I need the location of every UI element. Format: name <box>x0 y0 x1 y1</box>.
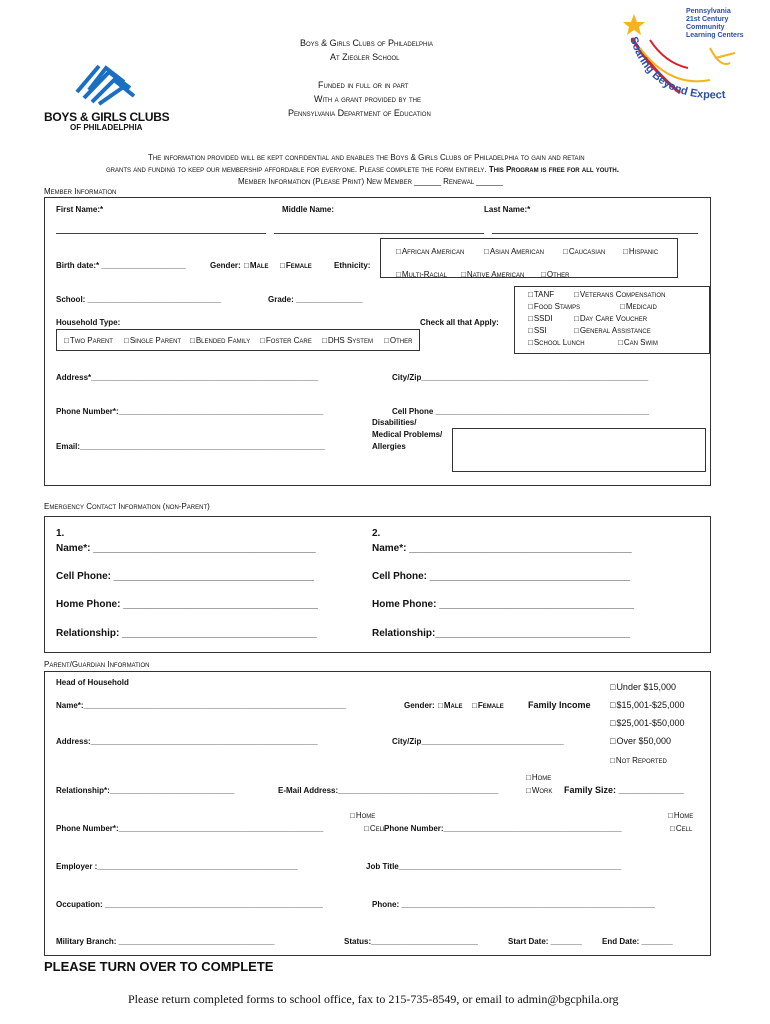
pa-logo-line4: Learning Centers <box>686 32 744 39</box>
pa-logo-line1: Pennsylvania <box>686 8 731 15</box>
intro-line1: The information provided will be kept confidential and enables the Boys & Girls Clubs of Philadelphia to gain and retain <box>148 153 585 162</box>
household-type-label: Household Type: <box>56 318 121 327</box>
funded-line3: Pennsylvania Department of Education <box>288 108 431 118</box>
eth-african-american[interactable]: □ African American <box>396 247 464 256</box>
emergency-num-1: 1. <box>56 528 65 539</box>
parent-phone-other-field[interactable]: Phone: _________________________________________________________ <box>372 900 655 909</box>
parent-city-zip-field[interactable]: City/Zip________________________________ <box>392 737 564 746</box>
turn-over-notice: PLEASE TURN OVER TO COMPLETE <box>44 959 274 974</box>
emergency-cell-1[interactable]: Cell Phone: ____________________________________ <box>56 571 314 582</box>
disabilities-label-3: Allergies <box>372 442 406 451</box>
parent-address-field[interactable]: Address:___________________________________________________ <box>56 737 318 746</box>
cell-phone-field[interactable]: Cell Phone ________________________________________________ <box>392 407 650 416</box>
middle-name-label: Middle Name: <box>282 205 335 214</box>
title-line2: At Ziegler School <box>330 52 400 62</box>
eth-hispanic[interactable]: □ Hispanic <box>623 247 658 256</box>
phone1-cell-checkbox[interactable]: □ Cell <box>364 824 386 833</box>
assist-ssdi[interactable]: □ SSDI <box>528 314 553 323</box>
disabilities-label-1: Disabilities/ <box>372 418 417 427</box>
income-not-reported-clip <box>610 754 706 764</box>
check-all-label: Check all that Apply: <box>420 318 499 327</box>
end-date-field[interactable]: End Date: _______ <box>602 937 673 946</box>
income-not-reported[interactable]: □ Not Reported <box>610 756 667 764</box>
parent-male-checkbox[interactable]: □ Male <box>438 701 463 710</box>
income-over-50000[interactable]: □ Over $50,000 <box>610 736 671 746</box>
address-field[interactable]: Address*___________________________________________________ <box>56 373 319 382</box>
email-home-checkbox[interactable]: □ Home <box>526 773 551 782</box>
name-underline-1[interactable] <box>56 233 266 234</box>
assist-food-stamps[interactable]: □ Food Stamps <box>528 302 580 311</box>
funded-line1: Funded in full or in part <box>318 80 409 90</box>
phone2-cell-checkbox[interactable]: □ Cell <box>670 824 692 833</box>
income-25001-50000[interactable]: □ $25,001-$50,000 <box>610 718 685 728</box>
parent-box <box>44 671 711 956</box>
gender-label: Gender: <box>210 261 241 270</box>
email-work-checkbox[interactable]: □ Work <box>526 786 552 795</box>
email-field[interactable]: Email:_______________________________________________________ <box>56 442 325 451</box>
pa-21st-century-logo <box>610 8 755 118</box>
eth-other[interactable]: □ Other <box>541 270 569 277</box>
disabilities-box[interactable] <box>452 428 706 472</box>
phone1-home-checkbox[interactable]: □ Home <box>350 811 375 820</box>
grade-field[interactable]: Grade: _______________ <box>268 295 363 304</box>
income-15001-25000[interactable]: □ $15,001-$25,000 <box>610 700 685 710</box>
male-checkbox[interactable]: □ Male <box>244 261 269 270</box>
member-section-label: Member Information <box>44 187 117 196</box>
hh-dhs-system[interactable]: □ DHS System <box>322 336 373 345</box>
assist-veterans[interactable]: □ Veterans Compensation <box>574 290 665 299</box>
phone2-home-checkbox[interactable]: □ Home <box>668 811 693 820</box>
hh-single-parent[interactable]: □ Single Parent <box>124 336 181 345</box>
emergency-rel-1[interactable]: Relationship: ___________________________________ <box>56 628 317 639</box>
logo-name: BOYS & GIRLS CLUBS <box>44 110 170 124</box>
eth-row2-clip <box>381 268 677 277</box>
emergency-home-1[interactable]: Home Phone: ___________________________________ <box>56 599 318 610</box>
title-line1: Boys & Girls Clubs of Philadelphia <box>300 38 434 48</box>
intro-line2-a: grants and funding to keep our membership affordable for everyone. Please complete the form entirely. <box>106 165 487 174</box>
assist-medicaid[interactable]: □ Medicaid <box>620 302 657 311</box>
female-checkbox[interactable]: □ Female <box>280 261 312 270</box>
assist-ssi[interactable]: □ SSI <box>528 326 547 335</box>
intro-line3: Member Information (Please Print) New Member ______ Renewal ______ <box>238 177 503 186</box>
hh-foster-care[interactable]: □ Foster Care <box>260 336 312 345</box>
occupation-field[interactable]: Occupation: _________________________________________________ <box>56 900 323 909</box>
assist-tanf[interactable]: □ TANF <box>528 290 554 299</box>
emergency-section-label: Emergency Contact Information (non-Parent) <box>44 502 210 511</box>
school-field[interactable]: School: ______________________________ <box>56 295 222 304</box>
intro-line2-b: This Program is free for all youth. <box>488 165 619 174</box>
assist-day-care[interactable]: □ Day Care Voucher <box>574 314 647 323</box>
pa-logo-line2: 21st Century <box>686 16 729 23</box>
city-zip-field[interactable]: City/Zip___________________________________________________ <box>392 373 649 382</box>
parent-female-checkbox[interactable]: □ Female <box>472 701 504 710</box>
intro-line2 <box>106 165 619 174</box>
logo-sub: OF PHILADELPHIA <box>70 123 143 132</box>
ethnicity-label: Ethnicity: <box>334 261 371 270</box>
return-instructions: Please return completed forms to school office, fax to 215-735-8549, or email to admin@bgcphila.org <box>128 992 619 1006</box>
status-field[interactable]: Status:________________________ <box>344 937 478 946</box>
head-of-household-label: Head of Household <box>56 678 129 687</box>
emergency-cell-2[interactable]: Cell Phone: ____________________________________ <box>372 571 630 582</box>
name-underline-3[interactable] <box>492 233 698 234</box>
parent-phone-field[interactable]: Phone Number*:______________________________________________ <box>56 824 324 833</box>
emergency-num-2: 2. <box>372 528 381 539</box>
eth-native-american[interactable]: □ Native American <box>461 270 524 277</box>
emergency-rel-2[interactable]: Relationship:___________________________________ <box>372 628 630 639</box>
assist-general[interactable]: □ General Assistance <box>574 326 651 335</box>
family-size-field[interactable]: Family Size: _____________ <box>564 785 684 795</box>
eth-multi-racial[interactable]: □ Multi-Racial <box>396 270 447 277</box>
soaring-beyond-text: Soaring Beyond Expect <box>627 35 726 102</box>
parent-email-field[interactable]: E-Mail Address:____________________________________ <box>278 786 499 795</box>
birth-date-field[interactable]: Birth date:* ___________________ <box>56 261 186 270</box>
family-income-label: Family Income <box>528 700 591 710</box>
income-under-15000[interactable]: □ Under $15,000 <box>610 682 676 692</box>
first-name-label: First Name:* <box>56 205 104 214</box>
phone-field[interactable]: Phone Number*:______________________________________________ <box>56 407 324 416</box>
parent-relationship-field[interactable]: Relationship*:____________________________ <box>56 786 235 795</box>
emergency-name-2[interactable]: Name*: ________________________________________ <box>372 543 632 554</box>
parent-name-field[interactable]: Name*:___________________________________________________________ <box>56 701 347 710</box>
assist-can-swim[interactable]: □ Can Swim <box>618 338 658 347</box>
emergency-home-2[interactable]: Home Phone: ___________________________________ <box>372 599 634 610</box>
assist-school-lunch[interactable]: □ School Lunch <box>528 338 585 347</box>
hh-two-parent[interactable]: □ Two Parent <box>64 336 113 345</box>
eth-asian-american[interactable]: □ Asian American <box>484 247 544 256</box>
employer-field[interactable]: Employer :_____________________________________________ <box>56 862 298 871</box>
military-branch-field[interactable]: Military Branch: ___________________________________ <box>56 937 275 946</box>
hh-blended-family[interactable]: □ Blended Family <box>190 336 250 345</box>
disabilities-label-2: Medical Problems/ <box>372 430 443 439</box>
parent-section-label: Parent/Guardian Information <box>44 660 150 669</box>
name-underline-2[interactable] <box>274 233 484 234</box>
hh-other[interactable]: □ Other <box>384 336 412 345</box>
parent-phone2-field[interactable]: Phone Number:________________________________________ <box>384 824 622 833</box>
funded-line2: With a grant provided by the <box>314 94 422 104</box>
parent-gender-label: Gender: <box>404 701 435 710</box>
job-title-field[interactable]: Job Title__________________________________________________ <box>366 862 622 871</box>
pa-logo-line3: Community <box>686 24 725 31</box>
star-swoosh-icon <box>610 8 755 118</box>
last-name-label: Last Name:* <box>484 205 531 214</box>
eth-caucasian[interactable]: □ Caucasian <box>563 247 605 256</box>
emergency-name-1[interactable]: Name*: ________________________________________ <box>56 543 316 554</box>
start-date-field[interactable]: Start Date: _______ <box>508 937 582 946</box>
